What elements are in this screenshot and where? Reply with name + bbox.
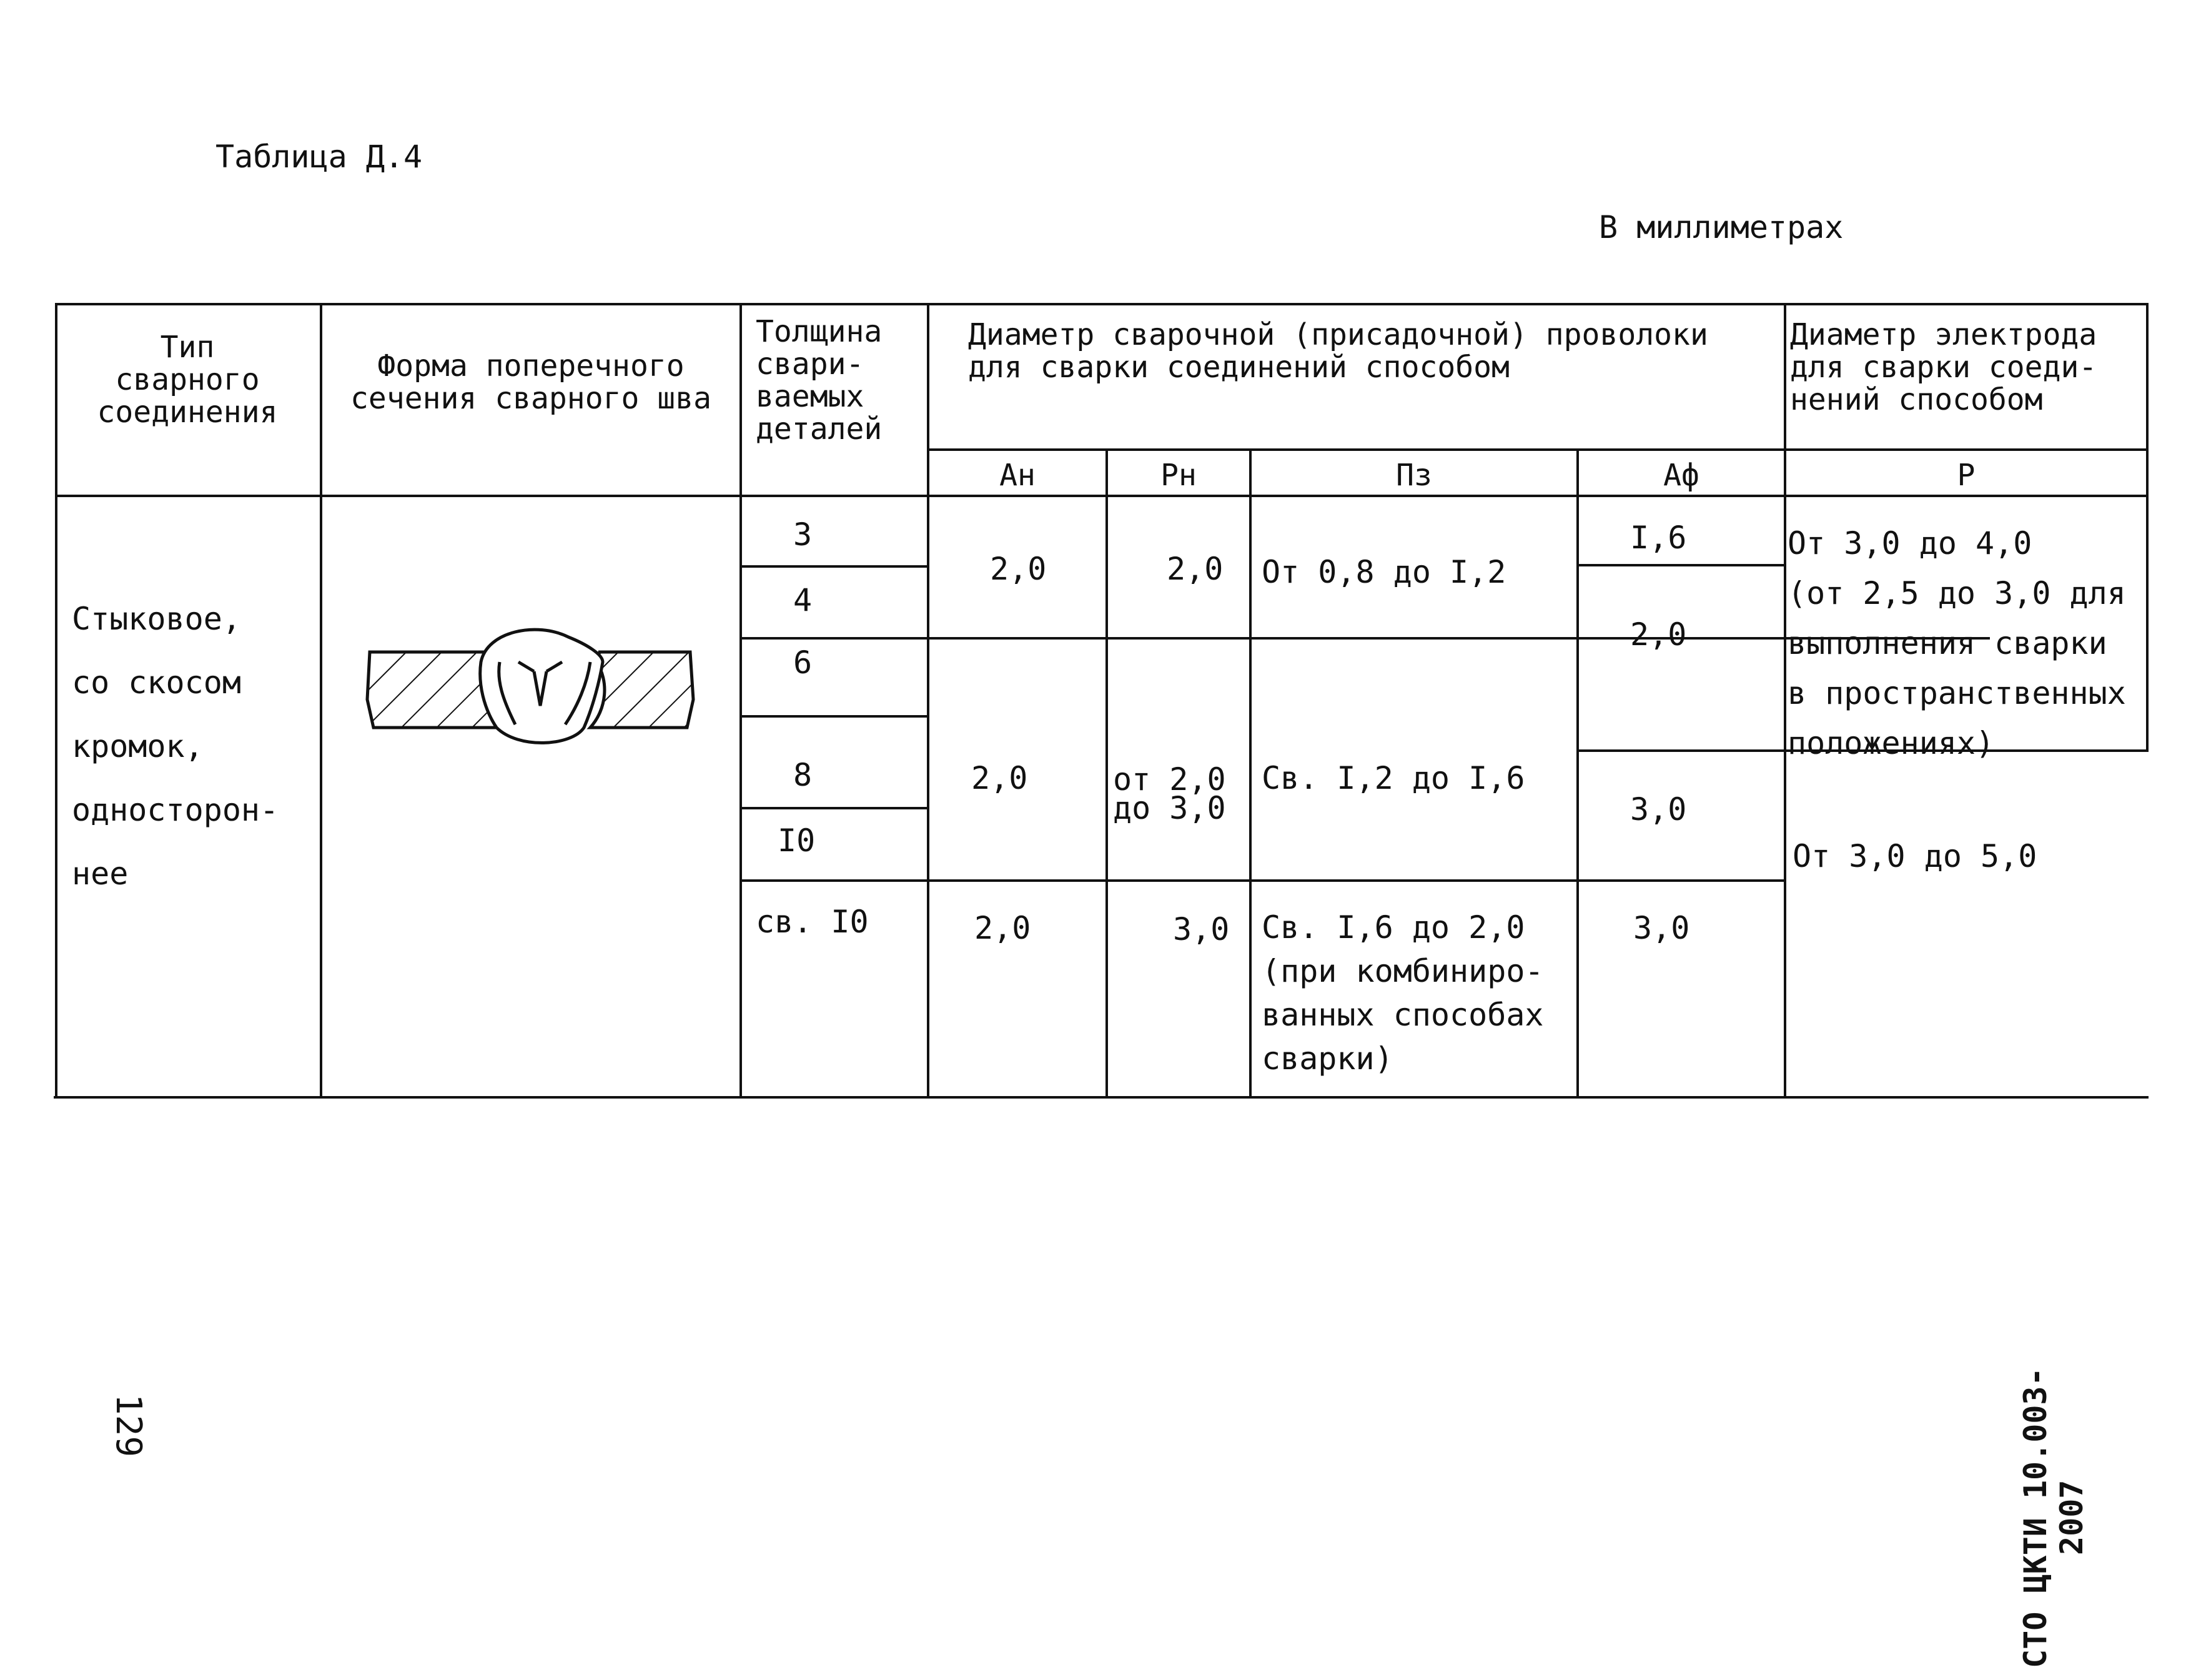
rn-value-row1: 2,0 [1167,551,1224,587]
units-label: В миллиметрах [1599,209,1844,245]
header-joint-type: Тип сварного соединения [97,330,278,430]
weld-cross-section-drawing [362,625,700,749]
thickness-6: 6 [793,645,813,681]
thickness-over-10: св. I0 [756,904,869,940]
header-electrode-diameter: Диаметр электрода для сварки соеди- нений способом [1790,317,2097,417]
subheader-af: Аф [1663,458,1699,493]
rn-value-row3: 3,0 [1173,911,1230,947]
pz-value-row3: Св. I,6 до 2,0 (при комбиниро- ванных способах сварки) [1262,909,1544,1077]
an-value-row2: 2,0 [971,760,1028,796]
thickness-10: I0 [778,823,816,859]
an-value-row3: 2,0 [974,910,1031,946]
header-thickness: Толщина свари- ваемых деталей [756,314,883,447]
rn-value-row2: от 2,0 до 3,0 [1113,761,1226,826]
subheader-r: Р [1957,458,1976,493]
table-title: Таблица Д.4 [215,139,423,175]
an-value-row1: 2,0 [990,551,1047,587]
thickness-4: 4 [793,582,813,618]
r-value-row1: От 3,0 до 4,0 (от 2,5 до 3,0 для выполнения сварки в пространственных положениях) [1788,525,2126,761]
thickness-3: 3 [793,516,813,553]
header-wire-diameter: Диаметр сварочной (присадочной) проволоки для сварки соединений способом [968,317,1708,385]
af-value-1: I,6 [1630,520,1687,556]
af-value-4: 3,0 [1633,910,1690,946]
joint-type-value: Стыковое, со скосом кромок, односторон- нее [72,601,279,892]
thickness-8: 8 [793,757,813,793]
af-value-2: 2,0 [1630,616,1687,653]
r-value-row2: От 3,0 до 5,0 [1793,838,2037,874]
subheader-an: Ан [999,458,1036,493]
subheader-pz: Пз [1396,458,1432,493]
document-code: СТО ЦКТИ 10.003-2007 [2017,1367,2090,1668]
page-number: 129 [108,1393,149,1458]
pz-value-row2: Св. I,2 до I,6 [1262,760,1525,796]
header-cross-section: Форма поперечного сечения сварного шва [350,348,711,416]
af-value-3: 3,0 [1630,791,1687,828]
pz-value-row1: От 0,8 до I,2 [1262,554,1506,590]
subheader-rn: Рн [1160,458,1197,493]
